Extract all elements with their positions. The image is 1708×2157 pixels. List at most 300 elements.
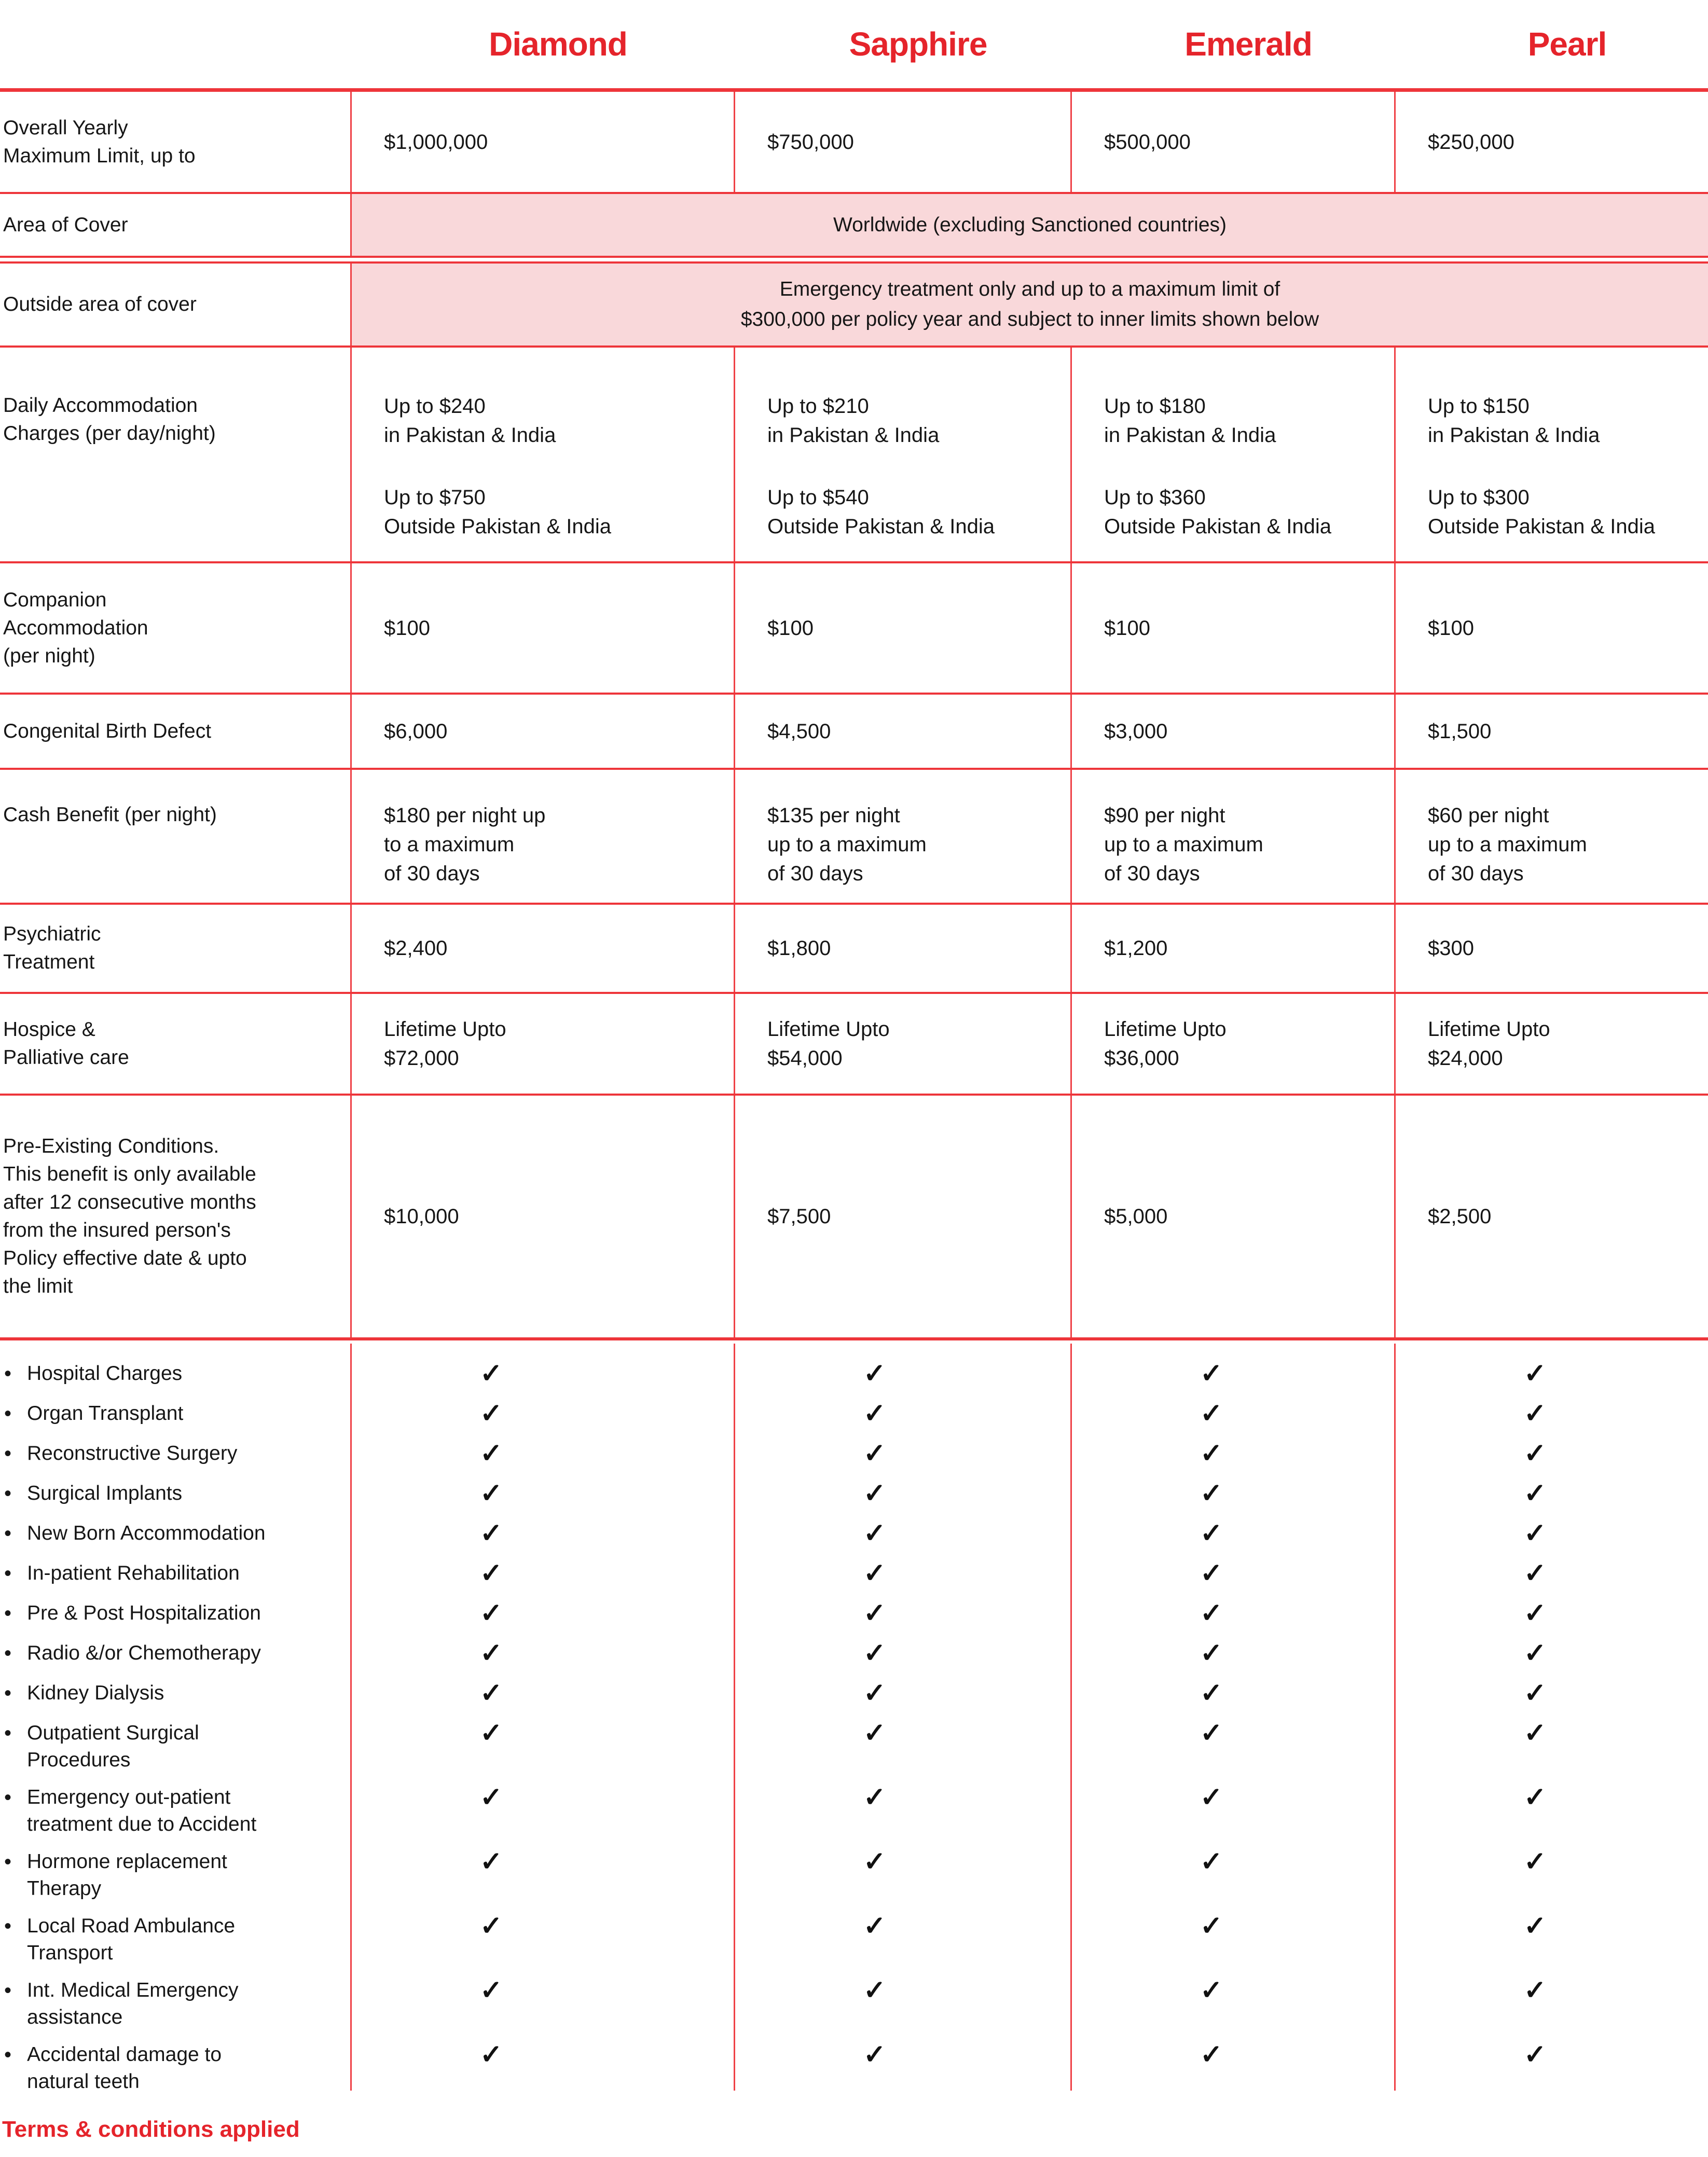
check-icon: ✓	[1200, 1782, 1223, 1813]
daily-charges-emerald	[1070, 348, 1394, 561]
item-line: Emergency out-patient	[27, 1786, 231, 1808]
check-pearl	[1394, 1977, 1708, 2031]
check-icon: ✓	[1524, 1598, 1547, 1628]
companion-emerald	[1070, 563, 1394, 693]
daily-charges-pearl	[1394, 348, 1708, 561]
value-text: $1,800	[767, 937, 831, 960]
psychiatric-pearl	[1394, 905, 1708, 992]
check-pearl	[1394, 1680, 1708, 1709]
row-pre-existing-conditions	[0, 1094, 1708, 1337]
cash-benefit-pearl	[1394, 770, 1708, 903]
label-line: Pre-Existing Conditions.	[3, 1135, 219, 1157]
plan-header-emerald: Emerald	[1184, 25, 1312, 63]
value-text: Outside Pakistan & India	[767, 515, 995, 538]
label-line: Treatment	[3, 951, 95, 973]
check-sapphire	[734, 1560, 1070, 1589]
header-spacer-cell	[0, 0, 350, 88]
label-line: Overall Yearly	[3, 116, 128, 139]
congenital-pearl	[1394, 695, 1708, 768]
column-divider	[734, 1344, 735, 2091]
check-diamond	[350, 1360, 734, 1390]
check-icon: ✓	[863, 1399, 886, 1429]
label-line: after 12 consecutive months	[3, 1191, 256, 1213]
check-sapphire	[734, 1520, 1070, 1550]
daily-charges-diamond	[350, 348, 734, 561]
column-divider	[1394, 1344, 1396, 2091]
value-text: $1,500	[1428, 720, 1492, 743]
value-text: of 30 days	[1104, 862, 1200, 885]
checklist-item	[0, 1360, 350, 1390]
check-icon: ✓	[1200, 1718, 1223, 1748]
check-diamond	[350, 1560, 734, 1589]
companion-diamond	[350, 563, 734, 693]
item-label	[27, 1480, 182, 1507]
item-label	[27, 1720, 199, 1774]
label-line: Maximum Limit, up to	[3, 144, 196, 167]
bullet-icon: •	[4, 1442, 12, 1465]
item-line: natural teeth	[27, 2070, 140, 2093]
check-emerald	[1070, 1480, 1394, 1510]
check-icon: ✓	[1524, 1678, 1547, 1708]
checklist-item	[0, 1913, 350, 1967]
check-emerald	[1070, 1680, 1394, 1709]
plan-header-sapphire: Sapphire	[849, 25, 987, 63]
hospice-sapphire	[734, 994, 1070, 1094]
in-country-limit	[1428, 392, 1698, 450]
outside-country-limit	[1104, 483, 1384, 541]
check-sapphire	[734, 1640, 1070, 1669]
value-text: up to a maximum	[767, 833, 927, 856]
value-text: Up to $210	[767, 395, 869, 418]
value-text: in Pakistan & India	[384, 424, 556, 447]
check-icon: ✓	[863, 1847, 886, 1877]
item-line: Local Road Ambulance	[27, 1915, 236, 1937]
value-text: Lifetime Upto	[384, 1018, 506, 1041]
row-label	[0, 1096, 350, 1337]
checklist-item	[0, 1720, 350, 1774]
check-diamond	[350, 1720, 734, 1774]
check-icon: ✓	[1200, 1638, 1223, 1668]
in-country-limit	[1104, 392, 1384, 450]
psychiatric-diamond	[350, 905, 734, 992]
check-pearl	[1394, 1640, 1708, 1669]
bullet-icon: •	[4, 1642, 12, 1665]
psychiatric-sapphire	[734, 905, 1070, 992]
checklist-row-int-medical-emergency	[0, 1977, 1708, 2031]
bullet-icon: •	[4, 1786, 12, 1809]
check-icon: ✓	[480, 1598, 503, 1628]
value-text: $24,000	[1428, 1047, 1503, 1070]
item-line: Transport	[27, 1942, 113, 1964]
item-label	[27, 1913, 235, 1967]
check-icon: ✓	[1200, 1598, 1223, 1628]
column-divider	[1070, 1344, 1072, 2091]
hospice-emerald	[1070, 994, 1394, 1094]
check-icon: ✓	[1200, 1478, 1223, 1509]
value-text: $4,500	[767, 720, 831, 743]
check-pearl	[1394, 1520, 1708, 1550]
check-diamond	[350, 1440, 734, 1470]
banner-text: Emergency treatment only and up to a maximum limit of	[779, 278, 1280, 300]
bullet-icon: •	[4, 1562, 12, 1585]
check-sapphire	[734, 1977, 1070, 2031]
checklist-row-inpatient-rehabilitation	[0, 1560, 1708, 1589]
label-line: Cash Benefit (per night)	[3, 804, 217, 826]
value-text: $2,500	[1428, 1205, 1492, 1228]
item-label	[27, 2041, 222, 2095]
check-diamond	[350, 1784, 734, 1838]
bullet-icon: •	[4, 1979, 12, 2002]
check-icon: ✓	[1524, 1478, 1547, 1509]
check-pearl	[1394, 1600, 1708, 1629]
item-line: treatment due to Accident	[27, 1813, 257, 1835]
row-label	[0, 348, 350, 561]
checklist-item	[0, 1520, 350, 1550]
value-text: Up to $150	[1428, 395, 1530, 418]
value-text: $1,200	[1104, 937, 1168, 960]
value-text: of 30 days	[1428, 862, 1524, 885]
check-icon: ✓	[1200, 1558, 1223, 1588]
checklist-row-kidney-dialysis	[0, 1680, 1708, 1709]
value-text: $750,000	[767, 130, 854, 154]
check-diamond	[350, 1520, 734, 1550]
value-text: Lifetime Upto	[1428, 1018, 1550, 1041]
check-icon: ✓	[863, 1518, 886, 1548]
check-icon: ✓	[480, 1847, 503, 1877]
check-diamond	[350, 1640, 734, 1669]
checklist-item	[0, 1560, 350, 1589]
bullet-icon: •	[4, 1722, 12, 1745]
hospice-pearl	[1394, 994, 1708, 1094]
check-icon: ✓	[863, 1638, 886, 1668]
overall-limit-sapphire	[734, 92, 1070, 192]
row-label	[0, 194, 350, 256]
check-diamond	[350, 1480, 734, 1510]
check-icon: ✓	[480, 1975, 503, 2006]
value-text: $100	[384, 616, 430, 640]
check-emerald	[1070, 1520, 1394, 1550]
row-label	[0, 770, 350, 903]
value-text: $100	[767, 616, 814, 640]
check-icon: ✓	[863, 1439, 886, 1469]
check-emerald	[1070, 1400, 1394, 1430]
bullet-icon: •	[4, 1482, 12, 1505]
label-line: Charges (per day/night)	[3, 422, 216, 445]
value-text: Up to $240	[384, 395, 486, 418]
value-text: Outside Pakistan & India	[1428, 515, 1656, 538]
value-text: $72,000	[384, 1047, 459, 1070]
label-line: Palliative care	[3, 1046, 129, 1069]
checklist-row-hormone-replacement-therapy	[0, 1848, 1708, 1902]
checklist-item	[0, 1600, 350, 1629]
checklist-row-pre-post-hospitalization	[0, 1600, 1708, 1629]
check-icon: ✓	[1524, 1399, 1547, 1429]
item-line: New Born Accommodation	[27, 1522, 266, 1544]
cash-benefit-emerald	[1070, 770, 1394, 903]
item-label	[27, 1848, 227, 1902]
checklist-item	[0, 1640, 350, 1669]
preexisting-emerald	[1070, 1096, 1394, 1337]
check-emerald	[1070, 1560, 1394, 1589]
check-emerald	[1070, 1784, 1394, 1838]
check-diamond	[350, 1913, 734, 1967]
in-country-limit	[767, 392, 1060, 450]
checklist-item	[0, 1400, 350, 1430]
value-text: $100	[1104, 616, 1150, 640]
check-icon: ✓	[1524, 1439, 1547, 1469]
check-icon: ✓	[480, 1782, 503, 1813]
check-icon: ✓	[480, 1638, 503, 1668]
item-label	[27, 1440, 237, 1467]
value-text: $6,000	[384, 720, 448, 743]
label-line: Congenital Birth Defect	[3, 720, 212, 742]
congenital-emerald	[1070, 695, 1394, 768]
value-text: Outside Pakistan & India	[1104, 515, 1332, 538]
value-text: to a maximum	[384, 833, 515, 856]
checklist-row-new-born-accommodation	[0, 1520, 1708, 1550]
checklist-item	[0, 1480, 350, 1510]
checklist-row-organ-transplant	[0, 1400, 1708, 1430]
check-icon: ✓	[863, 1678, 886, 1708]
item-line: Therapy	[27, 1877, 102, 1900]
check-icon: ✓	[863, 1558, 886, 1588]
check-pearl	[1394, 1848, 1708, 1902]
row-label	[0, 264, 350, 345]
check-icon: ✓	[863, 1975, 886, 2006]
check-diamond	[350, 1680, 734, 1709]
banner-text: Worldwide (excluding Sanctioned countries)	[833, 213, 1227, 236]
label-line: Psychiatric	[3, 923, 101, 945]
check-emerald	[1070, 1913, 1394, 1967]
outside-country-limit	[767, 483, 1060, 541]
check-icon: ✓	[480, 1518, 503, 1548]
check-icon: ✓	[480, 1558, 503, 1588]
value-text: in Pakistan & India	[1104, 424, 1276, 447]
psychiatric-emerald	[1070, 905, 1394, 992]
row-label	[0, 994, 350, 1094]
preexisting-diamond	[350, 1096, 734, 1337]
check-icon: ✓	[480, 1678, 503, 1708]
item-line: Accidental damage to	[27, 2043, 222, 2066]
check-pearl	[1394, 1360, 1708, 1390]
item-line: Pre & Post Hospitalization	[27, 1602, 261, 1624]
row-label	[0, 905, 350, 992]
check-icon: ✓	[1524, 1518, 1547, 1548]
value-text: Up to $180	[1104, 395, 1206, 418]
check-sapphire	[734, 1848, 1070, 1902]
row-label	[0, 563, 350, 693]
label-line: Hospice &	[3, 1018, 95, 1041]
daily-charges-sapphire	[734, 348, 1070, 561]
item-label	[27, 1640, 261, 1667]
item-line: Kidney Dialysis	[27, 1682, 164, 1704]
check-pearl	[1394, 1720, 1708, 1774]
banner-text: $300,000 per policy year and subject to inner limits shown below	[740, 308, 1319, 330]
checklist-row-local-road-ambulance	[0, 1913, 1708, 1967]
outside-area-banner	[350, 264, 1708, 345]
column-divider	[350, 1344, 352, 2091]
item-line: Hormone replacement	[27, 1850, 227, 1873]
checklist-row-reconstructive-surgery	[0, 1440, 1708, 1470]
checklist-item	[0, 1784, 350, 1838]
value-text: Up to $540	[767, 486, 869, 509]
checklist-row-surgical-implants	[0, 1480, 1708, 1510]
check-icon: ✓	[480, 1478, 503, 1509]
check-sapphire	[734, 2041, 1070, 2095]
cash-benefit-sapphire	[734, 770, 1070, 903]
label-line: from the insured person's	[3, 1219, 231, 1241]
terms-note: Terms & conditions applied	[2, 2117, 300, 2142]
bullet-icon: •	[4, 1915, 12, 1938]
check-icon: ✓	[1524, 1847, 1547, 1877]
row-overall-yearly-maximum-limit	[0, 88, 1708, 192]
item-label	[27, 1360, 182, 1387]
check-icon: ✓	[863, 2040, 886, 2070]
check-icon: ✓	[1200, 1399, 1223, 1429]
item-label	[27, 1977, 239, 2031]
item-label	[27, 1680, 164, 1707]
check-icon: ✓	[1200, 1518, 1223, 1548]
check-sapphire	[734, 1680, 1070, 1709]
check-diamond	[350, 2041, 734, 2095]
check-icon: ✓	[863, 1718, 886, 1748]
check-icon: ✓	[1524, 1558, 1547, 1588]
label-line: (per night)	[3, 644, 95, 667]
bullet-icon: •	[4, 1602, 12, 1625]
value-text: of 30 days	[767, 862, 863, 885]
check-icon: ✓	[1524, 1975, 1547, 2006]
check-icon: ✓	[480, 1911, 503, 1941]
value-text: $1,000,000	[384, 130, 488, 154]
item-label	[27, 1560, 240, 1587]
check-icon: ✓	[1524, 1718, 1547, 1748]
row-hospice-palliative-care	[0, 992, 1708, 1094]
label-line: Accommodation	[3, 616, 148, 639]
check-pearl	[1394, 1480, 1708, 1510]
value-text: $3,000	[1104, 720, 1168, 743]
label-line: This benefit is only available	[3, 1163, 256, 1185]
value-text: Up to $750	[384, 486, 486, 509]
overall-limit-pearl	[1394, 92, 1708, 192]
congenital-sapphire	[734, 695, 1070, 768]
label-line: Area of Cover	[3, 213, 128, 236]
item-label	[27, 1520, 266, 1547]
value-text: Lifetime Upto	[1104, 1018, 1227, 1041]
check-sapphire	[734, 1600, 1070, 1629]
row-companion-accommodation	[0, 561, 1708, 693]
check-pearl	[1394, 2041, 1708, 2095]
value-text: $2,400	[384, 937, 448, 960]
item-line: Int. Medical Emergency	[27, 1979, 239, 2001]
value-text: of 30 days	[384, 862, 480, 885]
checklist-item	[0, 1848, 350, 1902]
checklist-item	[0, 1680, 350, 1709]
check-icon: ✓	[480, 1439, 503, 1469]
bullet-icon: •	[4, 1682, 12, 1705]
check-sapphire	[734, 1784, 1070, 1838]
check-icon: ✓	[1524, 2040, 1547, 2070]
value-text: up to a maximum	[1428, 833, 1587, 856]
check-icon: ✓	[480, 2040, 503, 2070]
value-text: $7,500	[767, 1205, 831, 1228]
label-line: the limit	[3, 1275, 73, 1297]
check-diamond	[350, 1400, 734, 1430]
check-icon: ✓	[1200, 1359, 1223, 1389]
bullet-icon: •	[4, 1402, 12, 1425]
checklist-item	[0, 2041, 350, 2095]
check-icon: ✓	[1200, 2040, 1223, 2070]
value-text: up to a maximum	[1104, 833, 1263, 856]
checklist-row-hospital-charges	[0, 1360, 1708, 1390]
check-emerald	[1070, 1977, 1394, 2031]
value-text: $500,000	[1104, 130, 1191, 154]
value-text: Lifetime Upto	[767, 1018, 890, 1041]
label-line: Daily Accommodation	[3, 394, 198, 417]
in-country-limit	[384, 392, 723, 450]
row-daily-accommodation-charges	[0, 345, 1708, 561]
checklist-row-radio-chemotherapy	[0, 1640, 1708, 1669]
item-line: In-patient Rehabilitation	[27, 1562, 240, 1584]
row-cash-benefit	[0, 768, 1708, 903]
check-icon: ✓	[863, 1911, 886, 1941]
value-text: $54,000	[767, 1047, 843, 1070]
check-emerald	[1070, 1360, 1394, 1390]
row-label	[0, 695, 350, 768]
row-congenital-birth-defect	[0, 693, 1708, 768]
plan-header-diamond: Diamond	[489, 25, 627, 63]
check-pearl	[1394, 1400, 1708, 1430]
check-emerald	[1070, 1440, 1394, 1470]
check-icon: ✓	[1524, 1782, 1547, 1813]
value-text: $36,000	[1104, 1047, 1179, 1070]
item-line: Procedures	[27, 1749, 131, 1771]
value-text: in Pakistan & India	[767, 424, 940, 447]
checklist-row-accidental-damage-teeth	[0, 2041, 1708, 2095]
check-emerald	[1070, 1848, 1394, 1902]
label-line: Policy effective date & upto	[3, 1247, 247, 1269]
check-pearl	[1394, 1913, 1708, 1967]
value-text: Outside Pakistan & India	[384, 515, 612, 538]
overall-limit-emerald	[1070, 92, 1394, 192]
companion-sapphire	[734, 563, 1070, 693]
companion-pearl	[1394, 563, 1708, 693]
plan-header-row	[0, 0, 1708, 88]
item-label	[27, 1784, 256, 1838]
check-emerald	[1070, 1600, 1394, 1629]
cash-benefit-diamond	[350, 770, 734, 903]
check-sapphire	[734, 1913, 1070, 1967]
bullet-icon: •	[4, 2043, 12, 2066]
hospice-diamond	[350, 994, 734, 1094]
value-text: Up to $300	[1428, 486, 1530, 509]
plan-header-pearl: Pearl	[1527, 25, 1607, 63]
check-diamond	[350, 1848, 734, 1902]
value-text: $250,000	[1428, 130, 1514, 154]
check-icon: ✓	[1200, 1439, 1223, 1469]
check-icon: ✓	[863, 1782, 886, 1813]
area-of-cover-banner	[350, 194, 1708, 256]
item-line: Radio &/or Chemotherapy	[27, 1642, 261, 1664]
congenital-diamond	[350, 695, 734, 768]
item-line: Organ Transplant	[27, 1402, 184, 1425]
item-line: Reconstructive Surgery	[27, 1442, 238, 1464]
preexisting-sapphire	[734, 1096, 1070, 1337]
value-text: $100	[1428, 616, 1474, 640]
check-icon: ✓	[1200, 1847, 1223, 1877]
row-area-of-cover	[0, 192, 1708, 258]
value-text: in Pakistan & India	[1428, 424, 1600, 447]
value-text: $135 per night	[767, 804, 900, 827]
